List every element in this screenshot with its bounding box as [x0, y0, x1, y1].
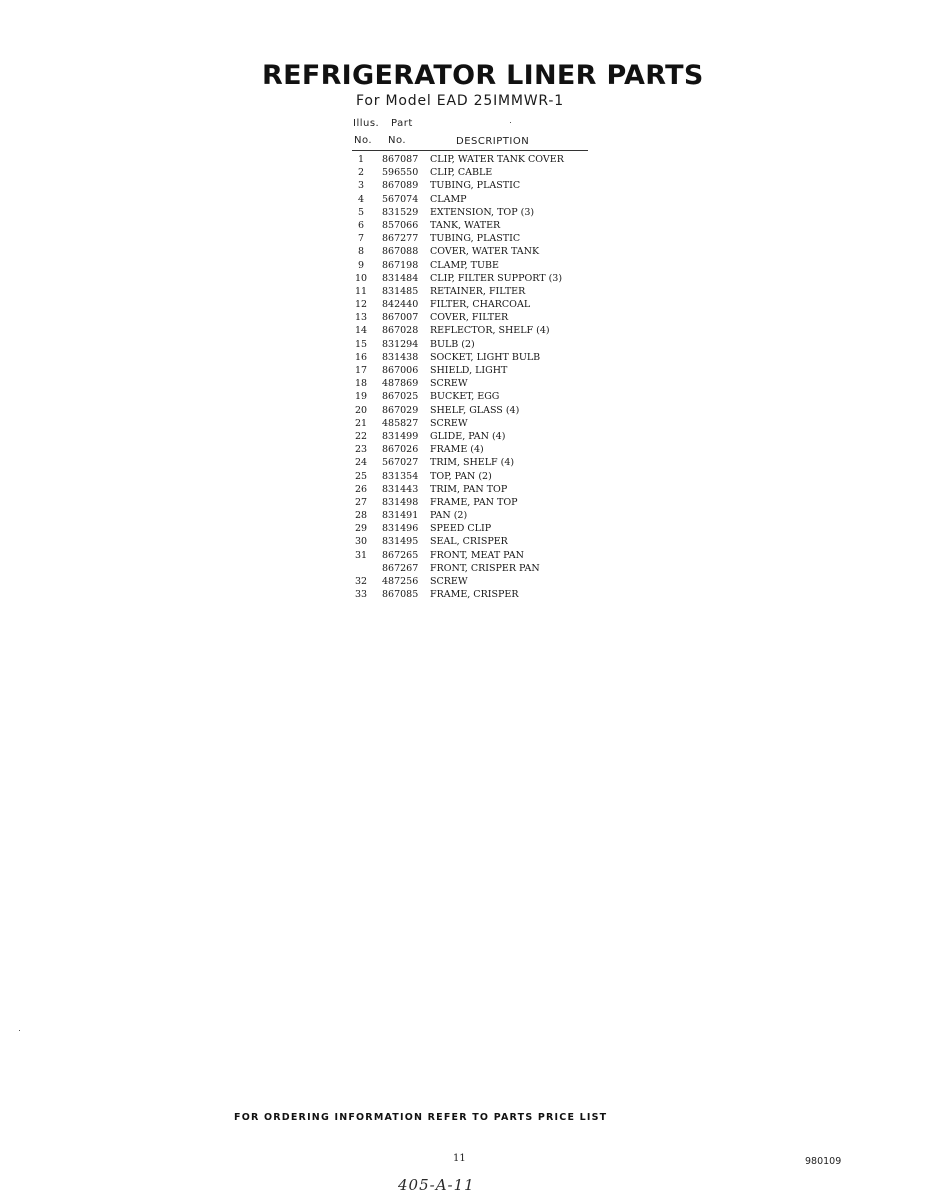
illus-number: 16 [354, 351, 368, 363]
part-number: 831485 [382, 285, 419, 297]
part-description: BULB (2) [430, 338, 475, 350]
table-row [352, 259, 592, 272]
parts-table [352, 153, 592, 601]
illus-number: 25 [354, 470, 368, 482]
header-part: Part [391, 118, 413, 129]
table-row [352, 562, 592, 575]
table-row [352, 206, 592, 219]
part-number: 485827 [382, 417, 419, 429]
part-description: FRONT, MEAT PAN [430, 549, 524, 561]
part-description: SOCKET, LIGHT BULB [430, 351, 541, 363]
part-description: FRAME, PAN TOP [430, 496, 518, 508]
illus-number: 13 [354, 312, 368, 324]
table-row [352, 179, 592, 192]
illus-number: 9 [357, 259, 365, 271]
part-description: FRONT, CRISPER PAN [430, 562, 540, 574]
model-subtitle: For Model EAD 25IMMWR-1 [356, 93, 564, 109]
part-description: GLIDE, PAN (4) [430, 430, 506, 442]
illus-number: 23 [354, 444, 368, 456]
part-number: 831491 [382, 510, 419, 522]
part-description: PAN (2) [430, 510, 468, 522]
table-row [352, 456, 592, 469]
part-number: 831495 [382, 536, 419, 548]
part-number: 487256 [382, 576, 419, 587]
table-row [352, 298, 592, 311]
part-description: SCREW [430, 378, 468, 390]
illus-number: 24 [354, 457, 368, 469]
illus-number: 15 [354, 338, 368, 350]
part-number: 831443 [382, 483, 419, 495]
illus-number: 4 [357, 193, 365, 205]
part-number: 831496 [382, 523, 419, 535]
table-row [352, 417, 592, 430]
header-rule [352, 150, 588, 151]
illus-number: 12 [354, 299, 368, 311]
header-no-part: No. [388, 135, 407, 146]
part-number: 831499 [382, 430, 419, 442]
part-description: SEAL, CRISPER [430, 536, 508, 548]
part-number: 867089 [382, 180, 419, 192]
part-description: SHIELD, LIGHT [430, 365, 508, 376]
table-row [352, 496, 592, 509]
part-description: CLAMP, TUBE [430, 259, 499, 271]
table-row [352, 443, 592, 456]
illus-number: 19 [354, 391, 368, 403]
illus-number: 8 [357, 246, 365, 258]
illus-number: 1 [357, 154, 365, 165]
table-row [352, 430, 592, 443]
part-number: 596550 [382, 167, 419, 179]
table-row [352, 404, 592, 417]
part-description: CLAMP [430, 193, 467, 205]
part-number: 867006 [382, 365, 419, 376]
part-number: 867007 [382, 312, 419, 324]
part-description: FRAME, CRISPER [430, 589, 519, 601]
part-description: SPEED CLIP [430, 523, 492, 535]
part-description: FRAME (4) [430, 444, 484, 456]
page-title: REFRIGERATOR LINER PARTS [262, 60, 704, 91]
table-row [352, 351, 592, 364]
part-description: BUCKET, EGG [430, 391, 500, 403]
header-no-illus: No. [354, 135, 373, 146]
illus-number: 28 [354, 510, 368, 522]
part-number: 867087 [382, 154, 419, 165]
table-row [352, 549, 592, 562]
part-number: 487869 [382, 378, 419, 390]
illus-number: 6 [357, 219, 365, 231]
scan-speck [510, 122, 511, 123]
illus-number: 20 [354, 404, 368, 416]
part-number: 831529 [382, 206, 419, 218]
table-row [352, 470, 592, 483]
part-number: 867026 [382, 444, 419, 456]
part-description: FILTER, CHARCOAL [430, 299, 531, 311]
illus-number: 3 [357, 180, 365, 192]
table-row [352, 166, 592, 179]
illus-number: 26 [354, 483, 368, 495]
part-description: EXTENSION, TOP (3) [430, 206, 535, 218]
illus-number: 33 [354, 589, 368, 601]
part-number: 857066 [382, 219, 419, 231]
part-description: CLIP, WATER TANK COVER [430, 154, 564, 165]
part-number: 867029 [382, 404, 419, 416]
illus-number: 14 [354, 325, 368, 337]
illus-number: 17 [354, 365, 368, 376]
part-number: 831498 [382, 496, 419, 508]
illus-number: 30 [354, 536, 368, 548]
table-row [352, 364, 592, 377]
part-number: 831484 [382, 272, 419, 284]
illus-number: 21 [354, 417, 368, 429]
part-number: 867088 [382, 246, 419, 258]
table-row [352, 324, 592, 337]
illus-number: 2 [357, 167, 365, 179]
part-description: COVER, WATER TANK [430, 246, 540, 258]
part-number: 867265 [382, 549, 419, 561]
illus-number: 32 [354, 576, 368, 587]
table-row [352, 232, 592, 245]
part-description: TUBING, PLASTIC [430, 233, 521, 245]
part-number: 867277 [382, 233, 419, 245]
table-row [352, 483, 592, 496]
handwritten-note: 405-A-11 [398, 1176, 475, 1194]
illus-number: 29 [354, 523, 368, 535]
table-row [352, 311, 592, 324]
table-row [352, 575, 592, 588]
illus-number: 31 [354, 549, 368, 561]
part-description: TRIM, SHELF (4) [430, 457, 515, 469]
part-description: SCREW [430, 576, 468, 587]
part-description: CLIP, CABLE [430, 167, 493, 179]
header-description: DESCRIPTION [456, 136, 530, 147]
table-row [352, 272, 592, 285]
scan-speck [19, 1030, 20, 1031]
table-row [352, 588, 592, 601]
table-row [352, 219, 592, 232]
part-description: TOP, PAN (2) [430, 470, 492, 482]
table-row [352, 193, 592, 206]
illus-number: 10 [354, 272, 368, 284]
illus-number: 7 [357, 233, 365, 245]
part-description: REFLECTOR, SHELF (4) [430, 325, 550, 337]
illus-number: 11 [354, 285, 368, 297]
ordering-info-footer: FOR ORDERING INFORMATION REFER TO PARTS PRICE LIST [234, 1112, 608, 1123]
part-description: SHELF, GLASS (4) [430, 404, 520, 416]
table-row [352, 245, 592, 258]
table-row [352, 377, 592, 390]
table-row [352, 522, 592, 535]
table-row [352, 153, 592, 166]
table-row [352, 338, 592, 351]
part-description: CLIP, FILTER SUPPORT (3) [430, 272, 563, 284]
part-description: RETAINER, FILTER [430, 285, 526, 297]
part-description: TUBING, PLASTIC [430, 180, 521, 192]
illus-number: 22 [354, 430, 368, 442]
table-row [352, 285, 592, 298]
part-number: 567027 [382, 457, 419, 469]
part-description: COVER, FILTER [430, 312, 509, 324]
illus-number: 18 [354, 378, 368, 390]
table-row [352, 535, 592, 548]
part-number: 567074 [382, 193, 419, 205]
part-description: TRIM, PAN TOP [430, 483, 508, 495]
table-row [352, 509, 592, 522]
part-number: 867085 [382, 589, 419, 601]
part-number: 842440 [382, 299, 419, 311]
page-number: 11 [453, 1153, 466, 1164]
illus-number: 5 [357, 206, 365, 218]
part-number: 831354 [382, 470, 419, 482]
part-number: 867267 [382, 562, 419, 574]
part-description: SCREW [430, 417, 468, 429]
part-description: TANK, WATER [430, 219, 501, 231]
header-illus: Illus. [353, 118, 380, 129]
part-number: 831294 [382, 338, 419, 350]
part-number: 867198 [382, 259, 419, 271]
table-row [352, 390, 592, 403]
illus-number: 27 [354, 496, 368, 508]
part-number: 867028 [382, 325, 419, 337]
part-number: 831438 [382, 351, 419, 363]
document-number: 980109 [805, 1156, 842, 1167]
part-number: 867025 [382, 391, 419, 403]
